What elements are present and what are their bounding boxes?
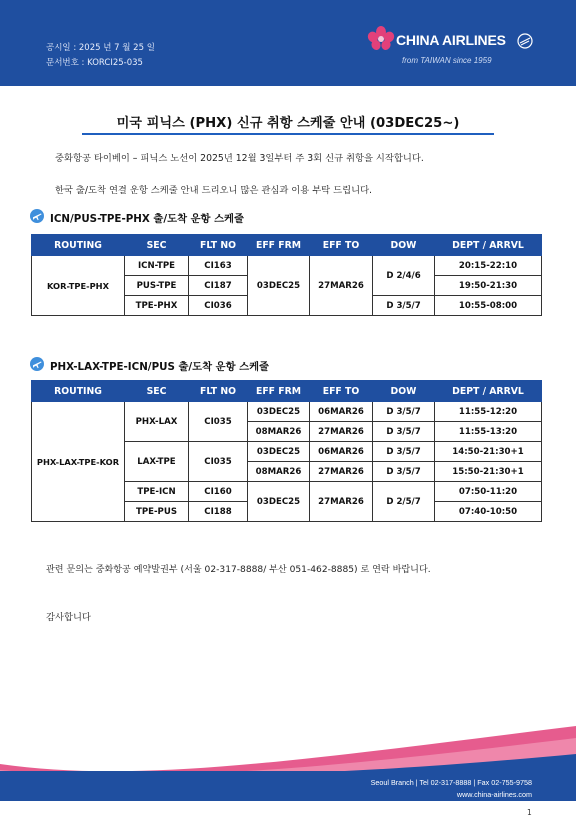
time-cell: 20:15-22:10 <box>435 256 542 276</box>
col-eff-frm: EFF FRM <box>248 235 310 256</box>
time-cell: 15:50-21:30+1 <box>435 462 542 482</box>
inquiry-text: 관련 문의는 중화항공 예약발권부 (서울 02-317-8888/ 부산 051-462-8885) 로 연락 바랍니다. <box>46 565 431 575</box>
table-header-row <box>32 381 542 402</box>
schedule-table-inbound <box>31 380 542 522</box>
dow-cell: D 3/5/7 <box>373 402 435 422</box>
col-sec: SEC <box>125 381 189 402</box>
flight-cell: CI035 <box>189 442 248 482</box>
time-cell: 07:50-11:20 <box>435 482 542 502</box>
plane-icon <box>30 209 44 223</box>
sec-cell: LAX-TPE <box>125 442 189 482</box>
table-row <box>32 256 542 276</box>
section1-title: ICN/PUS-TPE-PHX 출/도착 운항 스케줄 <box>50 213 244 225</box>
dow-cell: D 3/5/7 <box>373 296 435 316</box>
sec-cell: TPE-PHX <box>125 296 189 316</box>
col-flt-no: FLT NO <box>189 381 248 402</box>
section2-title: PHX-LAX-TPE-ICN/PUS 출/도착 운항 스케줄 <box>50 361 269 373</box>
col-eff-to: EFF TO <box>310 381 373 402</box>
eff-to-cell: 06MAR26 <box>310 402 373 422</box>
dow-cell: D 3/5/7 <box>373 422 435 442</box>
flight-cell: CI187 <box>189 276 248 296</box>
col-routing: ROUTING <box>32 235 125 256</box>
flight-cell: CI160 <box>189 482 248 502</box>
col-dept-arrvl: DEPT / ARRVL <box>435 381 542 402</box>
col-routing: ROUTING <box>32 381 125 402</box>
dow-cell: D 2/5/7 <box>373 482 435 522</box>
intro-paragraph-2: 한국 출/도착 연결 운항 스케줄 안내 드리오니 많은 관심과 이용 부탁 드립니다. <box>55 185 372 196</box>
flight-cell: CI163 <box>189 256 248 276</box>
eff-from-cell: 08MAR26 <box>248 462 310 482</box>
flight-cell: CI036 <box>189 296 248 316</box>
col-sec: SEC <box>125 235 189 256</box>
plane-icon <box>30 357 44 371</box>
table-row <box>32 402 542 422</box>
footer-contact: Seoul Branch | Tel 02-317-8888 | Fax 02-755-9758 <box>370 778 532 787</box>
sec-cell: TPE-PUS <box>125 502 189 522</box>
time-cell: 19:50-21:30 <box>435 276 542 296</box>
eff-to-cell: 27MAR26 <box>310 256 373 316</box>
eff-to-cell: 06MAR26 <box>310 442 373 462</box>
eff-to-cell: 27MAR26 <box>310 462 373 482</box>
eff-from-cell: 03DEC25 <box>248 442 310 462</box>
footer-website-link[interactable]: www.china-airlines.com <box>456 790 532 799</box>
announcement-date: 공시일 : 2025 년 7 월 25 일 <box>46 43 155 53</box>
page-number: 1 <box>527 808 532 817</box>
flight-cell: CI188 <box>189 502 248 522</box>
routing-cell: KOR-TPE-PHX <box>32 256 125 316</box>
logo-tagline: from TAIWAN since 1959 <box>402 56 492 65</box>
col-dow: DOW <box>373 381 435 402</box>
skyteam-icon <box>516 32 534 50</box>
time-cell: 11:55-13:20 <box>435 422 542 442</box>
closing-text: 감사합니다 <box>46 612 91 623</box>
sec-cell: PHX-LAX <box>125 402 189 442</box>
logo-wordmark: CHINA AIRLINES <box>396 32 506 48</box>
plum-blossom-icon <box>366 26 396 52</box>
dow-cell: D 2/4/6 <box>373 256 435 296</box>
sec-cell: TPE-ICN <box>125 482 189 502</box>
page-title: 미국 피닉스 (PHX) 신규 취항 스케줄 안내 (03DEC25~) <box>116 116 460 131</box>
eff-to-cell: 27MAR26 <box>310 422 373 442</box>
document-number: 문서번호 : KORCI25-035 <box>46 58 143 68</box>
intro-paragraph-1: 중화항공 타이베이 – 피닉스 노선이 2025년 12월 3일부터 주 3회 신규 취항을 시작합니다. <box>55 153 424 164</box>
eff-from-cell: 08MAR26 <box>248 422 310 442</box>
dow-cell: D 3/5/7 <box>373 442 435 462</box>
eff-from-cell: 03DEC25 <box>248 402 310 422</box>
col-flt-no: FLT NO <box>189 235 248 256</box>
sec-cell: PUS-TPE <box>125 276 189 296</box>
dow-cell: D 3/5/7 <box>373 462 435 482</box>
schedule-table-outbound <box>31 234 542 316</box>
time-cell: 07:40-10:50 <box>435 502 542 522</box>
title-underline <box>82 133 494 135</box>
china-airlines-logo <box>366 26 536 70</box>
eff-from-cell: 03DEC25 <box>248 256 310 316</box>
time-cell: 11:55-12:20 <box>435 402 542 422</box>
time-cell: 10:55-08:00 <box>435 296 542 316</box>
col-eff-to: EFF TO <box>310 235 373 256</box>
header-band <box>0 0 576 86</box>
eff-from-cell: 03DEC25 <box>248 482 310 522</box>
col-dept-arrvl: DEPT / ARRVL <box>435 235 542 256</box>
flight-cell: CI035 <box>189 402 248 442</box>
col-eff-frm: EFF FRM <box>248 381 310 402</box>
sec-cell: ICN-TPE <box>125 256 189 276</box>
time-cell: 14:50-21:30+1 <box>435 442 542 462</box>
col-dow: DOW <box>373 235 435 256</box>
table-header-row <box>32 235 542 256</box>
eff-to-cell: 27MAR26 <box>310 482 373 522</box>
routing-cell: PHX-LAX-TPE-KOR <box>32 402 125 522</box>
